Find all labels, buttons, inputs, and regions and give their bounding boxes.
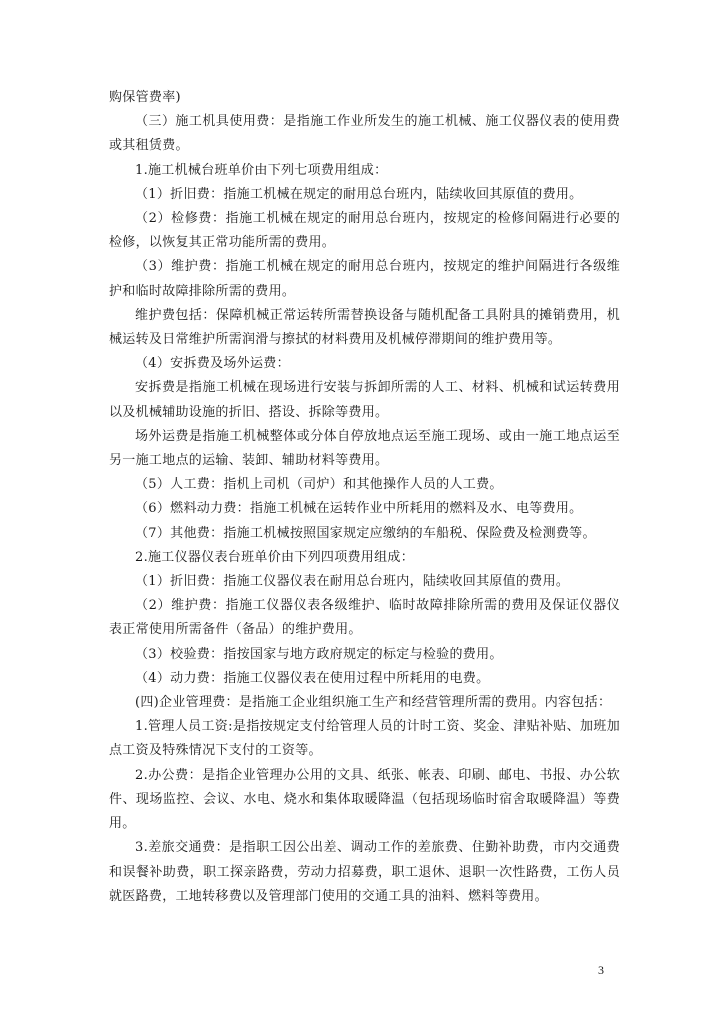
paragraph: （1）折旧费：指施工仪器仪表在耐用总台班内，陆续收回其原值的费用。 bbox=[135, 574, 570, 590]
paragraph: 2.施工仪器仪表台班单价由下列四项费用组成： bbox=[135, 549, 415, 565]
paragraph: （4）动力费：指施工仪器仪表在使用过程中所耗用的电费。 bbox=[135, 670, 490, 686]
paragraph: （4）安拆费及场外运费： bbox=[135, 356, 290, 372]
paragraph: （3）维护费：指施工机械在规定的耐用总台班内，按规定的维护间隔进行各级维护和临时故障排除所需的费用。 bbox=[109, 259, 620, 299]
paragraph: 安拆费是指施工机械在现场进行安装与拆卸所需的人工、材料、机械和试运转费用以及机械辅助设施的折旧、搭设、拆除等费用。 bbox=[109, 380, 620, 420]
paragraph: （3）校验费：指按国家与地方政府规定的标定与检验的费用。 bbox=[135, 646, 503, 662]
paragraph: （5）人工费：指机上司机（司炉）和其他操作人员的人工费。 bbox=[135, 477, 503, 493]
page-number: 3 bbox=[598, 963, 604, 977]
paragraph: （7）其他费：指施工机械按照国家规定应缴纳的车船税、保险费及检测费等。 bbox=[135, 525, 596, 541]
paragraph: 3.差旅交通费：是指职工因公出差、调动工作的差旅费、住勤补助费，市内交通费和误餐补助费，职工探亲路费，劳动力招募费，职工退休、退职一次性路费，工伤人员就医路费，工地转移费以及管理部门使用的交通工具的油料、燃料等费用。 bbox=[109, 840, 620, 904]
paragraph: 1.管理人员工资:是指按规定支付给管理人员的计时工资、奖金、津贴补贴、加班加点工资及特殊情况下支付的工资等。 bbox=[109, 719, 620, 759]
paragraph: （6）燃料动力费：指施工机械在运转作业中所耗用的燃料及水、电等费用。 bbox=[135, 501, 583, 517]
document-body bbox=[109, 86, 620, 909]
paragraph: (四)企业管理费：是指施工企业组织施工生产和经营管理所需的费用。内容包括： bbox=[135, 695, 612, 711]
paragraph: 2.办公费：是指企业管理办公用的文具、纸张、帐表、印刷、邮电、书报、办公软件、现场监控、会议、水电、烧水和集体取暖降温（包括现场临时宿舍取暖降温）等费用。 bbox=[109, 767, 620, 832]
paragraph: 维护费包括：保障机械正常运转所需替换设备与随机配备工具附具的摊销费用，机械运转及日常维护所需润滑与擦拭的材料费用及机械停滞期间的维护费用等。 bbox=[109, 307, 620, 348]
paragraph: 购保管费率) bbox=[109, 90, 181, 105]
paragraph: （1）折旧费：指施工机械在规定的耐用总台班内，陆续收回其原值的费用。 bbox=[135, 186, 583, 202]
paragraph: （三）施工机具使用费：是指施工作业所发生的施工机械、施工仪器仪表的使用费或其租赁费。 bbox=[109, 114, 620, 154]
paragraph: （2）检修费：指施工机械在规定的耐用总台班内，按规定的检修间隔进行必要的检修，以恢复其正常功能所需的费用。 bbox=[109, 211, 620, 251]
paragraph: 1.施工机械台班单价由下列七项费用组成： bbox=[135, 162, 388, 178]
paragraph: （2）维护费：指施工仪器仪表各级维护、临时故障排除所需的费用及保证仪器仪表正常使用所需备件（备品）的维护费用。 bbox=[109, 598, 620, 638]
paragraph: 场外运费是指施工机械整体或分体自停放地点运至施工现场、或由一施工地点运至另一施工地点的运输、装卸、辅助材料等费用。 bbox=[109, 428, 620, 469]
